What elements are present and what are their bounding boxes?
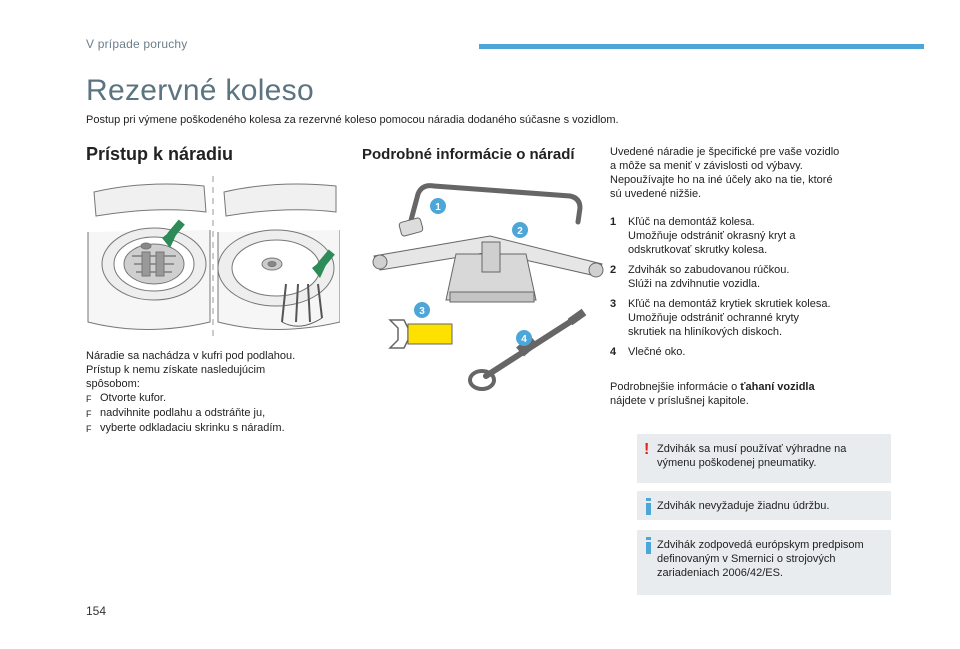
- info-icon: [646, 498, 651, 515]
- bullet-text: Otvorte kufor.: [100, 392, 167, 404]
- bullet-item: [86, 391, 336, 406]
- tool-number: 3: [610, 298, 617, 310]
- page-number: 154: [86, 604, 107, 618]
- bullet-icon: F: [86, 394, 92, 404]
- tool-line: Umožňuje odstrániť ochranné kryty: [628, 312, 800, 324]
- bullet-text: nadvihnite podlahu a odstráňte ju,: [100, 407, 266, 419]
- towing-link[interactable]: ťahaní vozidla: [740, 381, 815, 393]
- info-icon: [646, 537, 651, 554]
- text-line: Prístup k nemu získate nasledujúcim: [86, 364, 266, 376]
- hubcap-key-drawing: [390, 320, 452, 348]
- note-line: zariadeniach 2006/42/ES.: [657, 567, 783, 579]
- text-line: Uvedené náradie je špecifické pre vaše vozidlo: [610, 146, 840, 158]
- bullet-icon: F: [86, 409, 92, 419]
- jack-drawing: [373, 236, 603, 302]
- wheel-wrench-drawing: [399, 186, 580, 237]
- svg-text:2: 2: [517, 226, 523, 237]
- callout-3: [414, 302, 430, 318]
- intro-text: Postup pri výmene poškodeného kolesa za rezervné koleso pomocou náradia dodaného súčasne s vozidlom.: [86, 114, 619, 126]
- tool-item: [610, 297, 900, 339]
- tools-description: [610, 145, 895, 201]
- bullet-text: vyberte odkladaciu skrinku s náradím.: [100, 422, 285, 434]
- tool-line: Slúži na zdvihnutie vozidla.: [628, 278, 761, 290]
- tool-item: [610, 345, 900, 359]
- svg-text:1: 1: [435, 202, 441, 213]
- chapter-bar: [479, 44, 924, 49]
- tool-line: Kľúč na demontáž kolesa.: [628, 216, 755, 228]
- chapter-title: V prípade poruchy: [86, 37, 188, 51]
- callout-4: [516, 330, 532, 346]
- tool-line: skrutiek na hliníkových diskoch.: [628, 326, 783, 338]
- note-line: definovaným v Smernici o strojových: [657, 553, 836, 565]
- bullet-item: [86, 406, 336, 421]
- tool-line: Umožňuje odstrániť okrasný kryt a: [628, 230, 796, 242]
- warning-note: [637, 434, 891, 483]
- tools-illustration: [370, 172, 606, 400]
- note-line: Zdvihák zodpovedá európskym predpisom: [657, 539, 864, 551]
- info-note-directive: [637, 530, 891, 595]
- svg-text:3: 3: [419, 306, 425, 317]
- callout-2: [512, 222, 528, 238]
- tool-number: 4: [610, 346, 617, 358]
- trunk-illustration: [86, 172, 340, 340]
- svg-text:4: 4: [521, 334, 527, 345]
- info-note-maintenance: [637, 491, 891, 520]
- warning-icon: !: [644, 441, 650, 458]
- tool-line: Kľúč na demontáž krytiek skrutiek kolesa.: [628, 298, 831, 310]
- tool-item: [610, 263, 900, 291]
- more-info-prefix: Podrobnejšie informácie o: [610, 381, 741, 393]
- tool-number: 2: [610, 264, 617, 276]
- bullet-icon: F: [86, 424, 92, 434]
- tool-line: odskrutkovať skrutky kolesa.: [628, 244, 768, 256]
- more-info-suffix: nájdete v príslušnej kapitole.: [610, 395, 749, 407]
- note-line: Zdvihák sa musí používať výhradne na: [657, 443, 847, 455]
- access-heading: Prístup k náradiu: [86, 144, 234, 164]
- text-line: Nepoužívajte ho na iné účely ako na tie, ktoré: [610, 174, 833, 186]
- note-line: výmenu poškodenej pneumatiky.: [657, 457, 817, 469]
- note-line: Zdvihák nevyžaduje žiadnu údržbu.: [657, 500, 830, 512]
- tool-item: [610, 215, 900, 257]
- text-line: sú uvedené nižšie.: [610, 188, 702, 200]
- details-heading: Podrobné informácie o náradí: [362, 146, 575, 163]
- tool-number: 1: [610, 216, 617, 228]
- tool-line: Zdvihák so zabudovanou rúčkou.: [628, 264, 790, 276]
- text-line: a môže sa meniť v závislosti od výbavy.: [610, 160, 803, 172]
- bullet-item: [86, 421, 336, 436]
- text-line: Náradie sa nachádza v kufri pod podlahou.: [86, 350, 296, 362]
- tool-line: Vlečné oko.: [628, 346, 686, 358]
- callout-1: [430, 198, 446, 214]
- more-info: [610, 380, 895, 408]
- access-text: [86, 349, 336, 436]
- towing-eye-drawing: [470, 312, 584, 389]
- tool-list: [610, 215, 900, 365]
- text-line: spôsobom:: [86, 378, 140, 390]
- page-title: Rezervné koleso: [86, 74, 314, 107]
